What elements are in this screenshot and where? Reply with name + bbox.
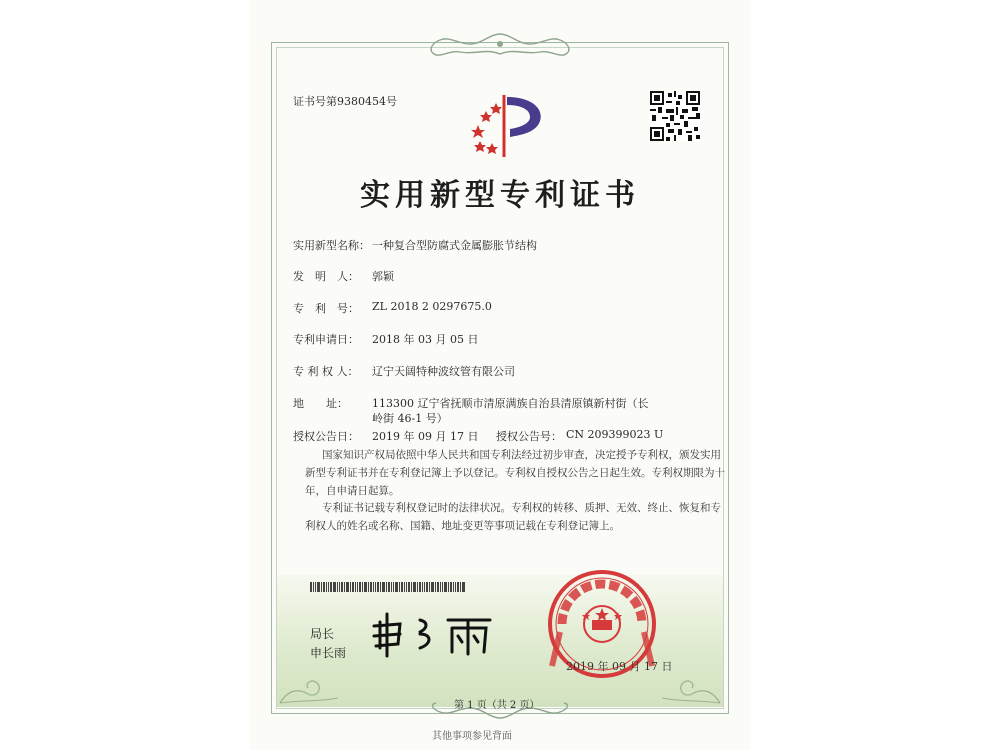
body-paragraph-1-line-2: 新型专利证书并在专利登记簿上予以登记。专利权自授权公告之日起生效。专利权期限为十 bbox=[305, 467, 725, 479]
handwritten-signature bbox=[370, 610, 505, 658]
address-line-2: 岭街 46-1 号） bbox=[372, 412, 448, 425]
patent-number-label: 专 利 号： bbox=[293, 302, 359, 315]
seal-date: 2019 年 09 月 17 日 bbox=[566, 660, 673, 673]
back-note: 其他事项参见背面 bbox=[432, 731, 512, 742]
announce-date-value: 2019 年 09 月 17 日 bbox=[372, 430, 479, 443]
address-line-1: 113300 辽宁省抚顺市清原满族自治县清原镇新村街（长 bbox=[372, 397, 649, 410]
page-indicator: 第 1 页（共 2 页） bbox=[454, 700, 540, 711]
inventor-label: 发 明 人： bbox=[293, 270, 359, 283]
announce-number-value: CN 209399023 U bbox=[566, 428, 664, 441]
name-label: 实用新型名称： bbox=[293, 239, 370, 252]
body-paragraph-2-line-1: 专利证书记载专利权登记时的法律状况。专利权的转移、质押、无效、终止、恢复和专 bbox=[322, 502, 721, 514]
patent-office-logo bbox=[460, 85, 550, 160]
patent-number-value: ZL 2018 2 0297675.0 bbox=[372, 300, 492, 313]
inventor-value: 郭颖 bbox=[372, 270, 394, 283]
name-value: 一种复合型防腐式金属膨胀节结构 bbox=[372, 239, 537, 252]
director-title: 局长 bbox=[310, 627, 335, 641]
body-paragraph-1-line-3: 年，自申请日起算。 bbox=[305, 485, 400, 497]
director-name: 申长雨 bbox=[310, 646, 347, 660]
qr-code-icon bbox=[650, 91, 700, 141]
corner-flourish-icon bbox=[278, 660, 358, 705]
filing-date-value: 2018 年 03 月 05 日 bbox=[372, 333, 479, 346]
certificate-number: 证书号第9380454号 bbox=[293, 95, 397, 108]
announce-date-label: 授权公告日： bbox=[293, 430, 359, 443]
address-label: 地 址： bbox=[293, 397, 348, 410]
certificate-title: 实用新型专利证书 bbox=[360, 178, 640, 213]
patentee-value: 辽宁天阔特种波纹管有限公司 bbox=[372, 365, 515, 378]
body-paragraph-2-line-2: 利权人的姓名或名称、国籍、地址变更等事项记载在专利登记簿上。 bbox=[305, 520, 620, 532]
body-paragraph-1-line-1: 国家知识产权局依照中华人民共和国专利法经过初步审查，决定授予专利权，颁发实用 bbox=[322, 449, 721, 461]
patentee-label: 专 利 权 人： bbox=[293, 365, 359, 378]
top-ornament-icon bbox=[420, 30, 580, 60]
filing-date-label: 专利申请日： bbox=[293, 333, 359, 346]
announce-number-label: 授权公告号： bbox=[496, 430, 562, 443]
barcode bbox=[310, 582, 512, 592]
